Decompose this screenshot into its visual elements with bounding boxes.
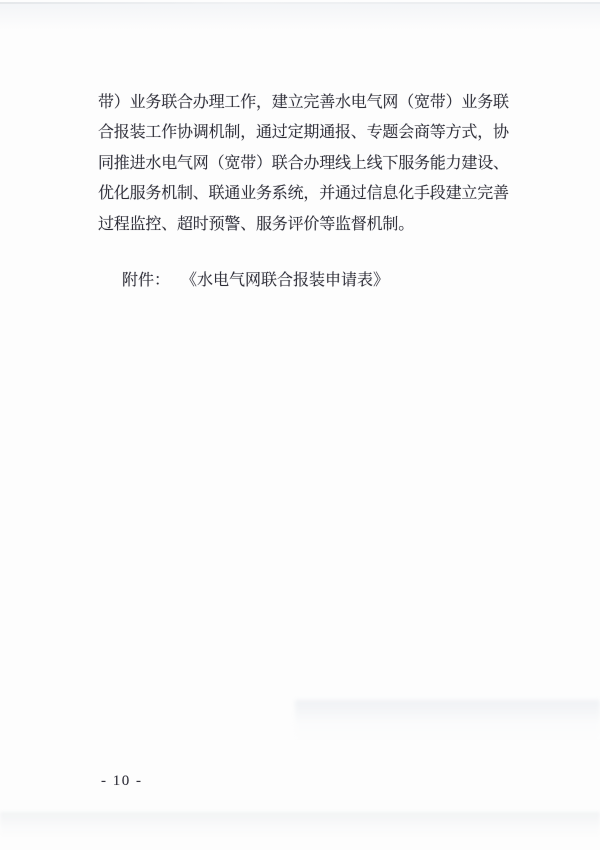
body-text-line: 过程监控、超时预警、服务评价等监督机制。 [98,215,415,233]
body-text-line: 同推进水电气网（宽带）联合办理线上线下服务能力建设、 [98,154,509,172]
body-text-line: 带）业务联合办理工作，建立完善水电气网（宽带）业务联 [98,94,509,111]
attachment-label: 附件： [122,272,171,289]
scan-band-artifact [0,812,600,838]
body-paragraph [98,88,516,240]
attachment-title: 《水电气网联合报装申请表》 [181,272,390,289]
body-text-line: 合报装工作协调机制，通过定期通报、专题会商等方式，协 [98,124,509,142]
scan-haze-artifact [0,4,600,30]
attachment-line [122,266,389,296]
scan-ghost-artifact [295,700,600,738]
page-number: - 10 - [101,773,143,789]
body-text-line: 优化服务机制、联通业务系统，并通过信息化手段建立完善 [98,185,509,203]
